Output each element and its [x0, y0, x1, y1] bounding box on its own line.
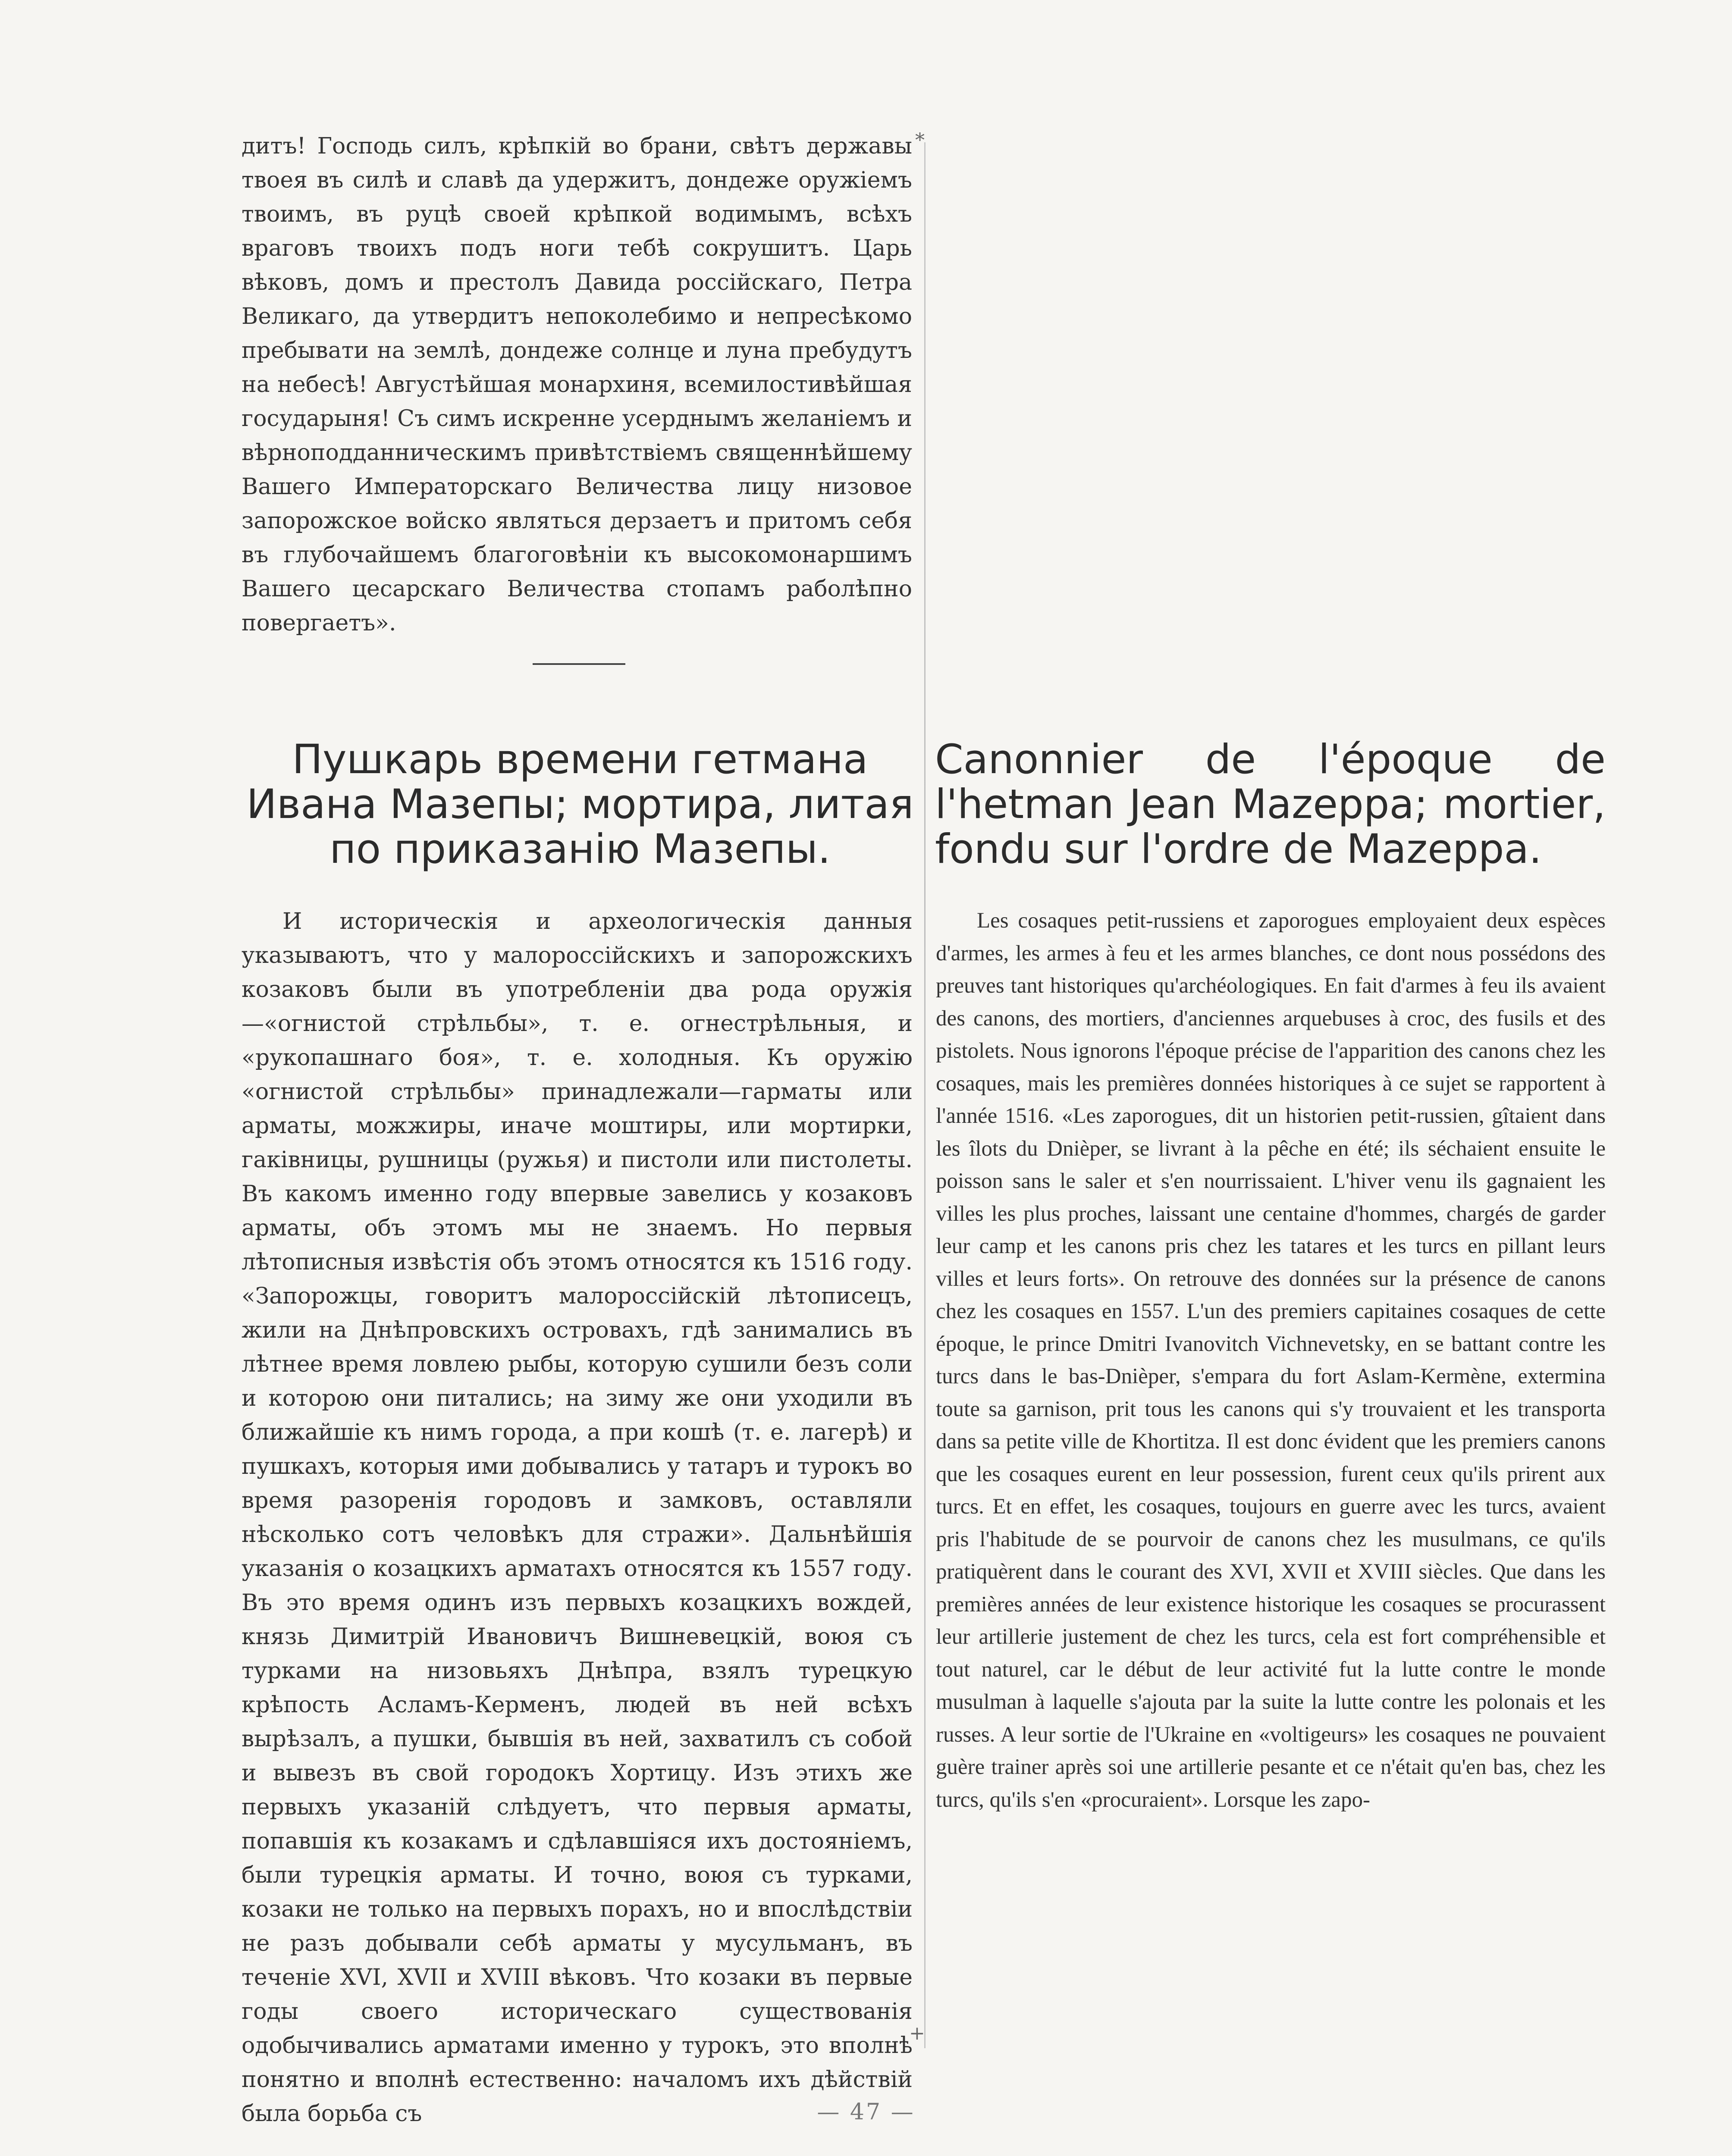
margin-asterisk: *: [915, 129, 925, 151]
continued-address-paragraph: дитъ! Господь силъ, крѣпкій во брани, свѣтъ державы твоея въ силѣ и славѣ да удержитъ, дондеже оружіемъ твоимъ, въ руцѣ своей крѣпкой водимымъ, всѣхъ враговъ твоихъ подъ ноги тебѣ сокрушитъ. Царь вѣковъ, домъ и престолъ Давида россійскаго, Петра Великаго, да утвердитъ непоколебимо и непресѣкомо пребывати на землѣ, дондеже солнце и луна пребудутъ на небесѣ! Августѣйшая монархиня, всемилостивѣйшая государыня! Съ симъ искренне усерднымъ желаніемъ и вѣрноподданническимъ привѣтствіемъ священнѣйшему Вашего Императорскаго Величества лицу низовое запорожское войско являться дерзаетъ и притомъ себя въ глубочайшемъ благоговѣніи къ высокомонаршимъ Вашего цесарскаго Величества стопамъ раболѣпно повергаетъ».: [242, 133, 912, 636]
margin-mark-bottom: +: [909, 2022, 925, 2044]
body-french-text: Les cosaques petit-russiens et zaporogues employaient deux espèces d'armes, les armes à feu et les armes blanches, ce dont nous possédons des preuves tant historiques qu'archéologiques. En fait d'armes à feu ils avaient des canons, des mortiers, d'anciennes arquebuses à croc, des fusils et des pistolets. Nous ignorons l'époque précise de l'apparition des canons chez les cosaques, mais les premières données historiques à ce sujet se rapportent à l'année 1516. «Les zaporogues, dit un historien petit-russien, gîtaient dans les îlots du Dnièper, se livrant à la pêche en été; ils séchaient ensuite le poisson sans le saler et s'en nourrissaient. L'hiver venu ils gagnaient les villes les plus proches, laissant une centaine d'hommes, chargés de garder leur camp et les canons pris chez les tatares et les turcs en pillant leurs villes et leurs forts». On retrouve des données sur la présence de canons chez les cosaques en 1557. L'un des premiers capitaines cosaques de cette époque, le prince Dmitri Ivanovitch Vichnevetsky, en se battant contre les turcs dans le bas-Dnièper, s'empara du fort Aslam-Kermène, extermina toute sa garnison, prit tous les canons qui s'y trouvaient et les transporta dans sa petite ville de Khortitza. Il est donc évident que les premiers canons que les cosaques eurent en leur possession, furent ceux qu'ils prirent aux turcs. Et en effet, les cosaques, toujours en guerre avec les turcs, avaient pris l'habitude de se pourvoir de canons chez les musulmans, ce qu'ils pratiquèrent dans le courant des XVI, XVII et XVIII siècles. Que dans les premières années de leur existence historique les cosaques se procurassent leur artillerie justement de chez les turcs, cela est fort compréhensible et tout naturel, car le début de leur activité fut la lutte contre le monde musulman à laquelle s'ajouta par la suite la lutte contre les polonais et les russes. A leur sortie de l'Ukraine en «voltigeurs» les cosaques ne pouvaient guère trainer après soi une artillerie pesante et ce n'était qu'en bas, chez les turcs, qu'ils s'en «procuraient». Lorsque les zapo-: [936, 909, 1606, 1812]
body-french: [936, 905, 1606, 1816]
body-russian-text: И историческія и археологическія данныя указываютъ, что у малороссійскихъ и запорожскихъ козаковъ были въ употребленіи два рода оружія—«огнистой стрѣльбы», т. е. огнестрѣльныя, и «рукопашнаго боя», т. е. холодныя. Къ оружію «огнистой стрѣльбы» принадлежали—гарматы или арматы, можжиры, иначе моштиры, или мортирки, гаківницы, рушницы (ружья) и пистоли или пистолеты. Въ какомъ именно году впервые завелись у козаковъ арматы, объ этомъ мы не знаемъ. Но первыя лѣтописныя извѣстія объ этомъ относятся къ 1516 году. «Запорожцы, говоритъ малороссійскій лѣтописецъ, жили на Днѣпровскихъ островахъ, гдѣ занимались въ лѣтнее время ловлею рыбы, которую сушили безъ соли и которою они питались; на зиму же они уходили въ ближайшіе къ нимъ города, а при кошѣ (т. е. лагерѣ) и пушкахъ, которыя ими добывались у татаръ и турокъ во время разоренія городовъ и замковъ, оставляли нѣсколько сотъ человѣкъ для стражи». Дальнѣйшія указанія о козацкихъ арматахъ относятся къ 1557 году. Въ это время одинъ изъ первыхъ козацкихъ вождей, князь Димитрій Ивановичъ Вишневецкій, воюя съ турками на низовьяхъ Днѣпра, взялъ турецкую крѣпость Асламъ-Керменъ, людей въ ней всѣхъ вырѣзалъ, а пушки, бывшія въ ней, захватилъ съ собой и вывезъ въ свой городокъ Хортицу. Изъ этихъ же первыхъ указаній слѣдуетъ, что первыя арматы, попавшія къ козакамъ и сдѣлавшіяся ихъ достояніемъ, были турецкія арматы. И точно, воюя съ турками, козаки не только на первыхъ порахъ, но и впослѣдствіи не разъ добывали себѣ арматы у мусульманъ, въ теченіе XVI, XVII и XVIII вѣковъ. Что козаки въ первые годы своего историческаго существованія одобычивались арматами именно у турокъ, это вполнѣ понятно и вполнѣ естественно: началомъ ихъ дѣйствій была борьба съ: [242, 909, 913, 2127]
section-separator: [533, 663, 625, 665]
heading-french: Canonnier de l'époque de l'hetman Jean Mazeppa; mortier, fondu sur l'ordre de Mazeppa.: [935, 736, 1606, 873]
body-russian: [242, 905, 913, 2131]
page-number: — 47 —: [817, 2099, 915, 2125]
column-divider: [924, 142, 926, 2048]
heading-russian: Пушкарь времени гетмана Ивана Мазепы; мортира, литая по приказанію Мазепы.: [246, 736, 914, 873]
